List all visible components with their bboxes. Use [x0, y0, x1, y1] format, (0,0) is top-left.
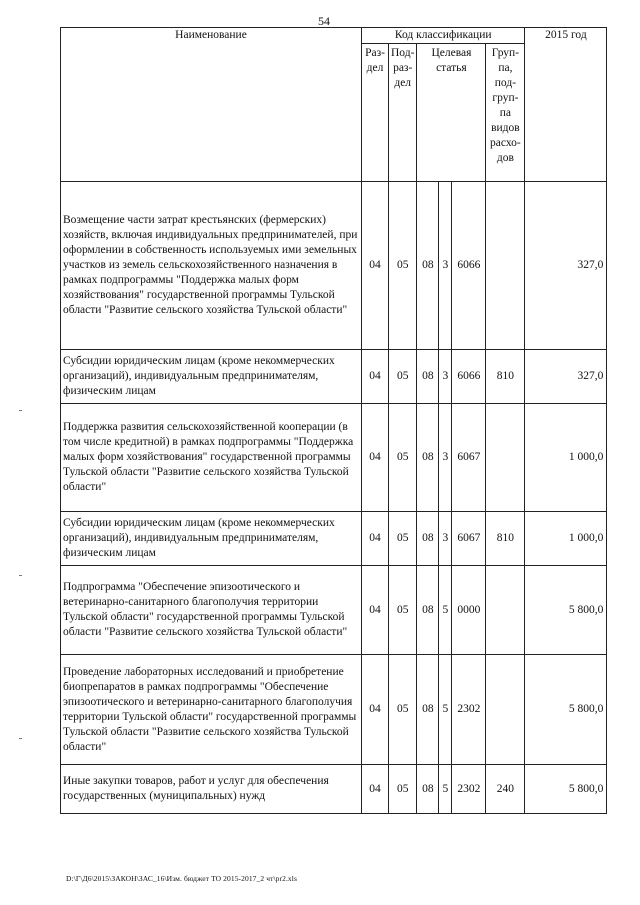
row-target-subprogram-cell: 3 [439, 182, 452, 350]
row-podrazdel-cell: 05 [389, 182, 417, 350]
row-target-subprogram-cell: 5 [439, 566, 452, 655]
row-podrazdel-cell: 05 [389, 566, 417, 655]
row-name-cell: Субсидии юридическим лицам (кроме некоммерческих организаций), индивидуальным предпринимателям, физическим лицам [61, 350, 362, 404]
row-expense-type-cell: 240 [486, 765, 525, 814]
row-amount-cell: 5 800,0 [525, 655, 607, 765]
row-target-direction-cell: 2302 [452, 655, 486, 765]
table-row [61, 512, 607, 566]
row-razdel-cell: 04 [362, 765, 389, 814]
row-razdel-cell: 04 [362, 512, 389, 566]
row-target-program-cell: 08 [417, 182, 439, 350]
row-podrazdel-cell: 05 [389, 350, 417, 404]
row-razdel-cell: 04 [362, 404, 389, 512]
row-expense-type-cell: 810 [486, 512, 525, 566]
row-name-cell: Субсидии юридическим лицам (кроме некоммерческих организаций), индивидуальным предпринимателям, физическим лицам [61, 512, 362, 566]
table-row [61, 182, 607, 350]
row-name-cell: Подпрограмма "Обеспечение эпизоотического и ветеринарно-санитарного благополучия территории Тульской области" государственной программы Тульской области "Развитие сельского хозяйства Тульской области" [61, 566, 362, 655]
row-expense-type-cell [486, 404, 525, 512]
row-target-subprogram-cell: 3 [439, 512, 452, 566]
page-number: 54 [318, 14, 330, 28]
header-razdel: Раз- дел [362, 44, 389, 182]
row-target-program-cell: 08 [417, 655, 439, 765]
row-name-cell: Проведение лабораторных исследований и приобретение биопрепаратов в рамках подпрограммы "Обеспечение эпизоотического и ветеринарно-санитарного благополучия территории Тульской области" государственной программы Тульской области "Развитие сельского хозяйства Тульской области" [61, 655, 362, 765]
row-expense-type-cell [486, 566, 525, 655]
header-expense-group: Груп- па, под- груп- па видов расхо- дов [486, 44, 525, 182]
header-podrazdel: Под- раз- дел [389, 44, 417, 182]
row-target-direction-cell: 0000 [452, 566, 486, 655]
row-target-subprogram-cell: 3 [439, 404, 452, 512]
header-name: Наименование [61, 28, 362, 182]
row-target-program-cell: 08 [417, 404, 439, 512]
header-target-article: Целевая статья [417, 44, 486, 182]
row-razdel-cell: 04 [362, 566, 389, 655]
row-amount-cell: 327,0 [525, 350, 607, 404]
table-row [61, 404, 607, 512]
row-target-program-cell: 08 [417, 350, 439, 404]
row-podrazdel-cell: 05 [389, 512, 417, 566]
row-name-cell: Иные закупки товаров, работ и услуг для обеспечения государственных (муниципальных) нужд [61, 765, 362, 814]
row-razdel-cell: 04 [362, 182, 389, 350]
row-target-subprogram-cell: 5 [439, 765, 452, 814]
row-amount-cell: 5 800,0 [525, 765, 607, 814]
header-year: 2015 год [525, 28, 607, 182]
row-amount-cell: 5 800,0 [525, 566, 607, 655]
footer-file-path: D:\Г\Д6\2015\ЗАКОН\ЗАС_16\Изм. бюджет ТО 2015-2017_2 чт\pr2.xls [66, 874, 297, 883]
row-target-direction-cell: 6066 [452, 182, 486, 350]
row-target-direction-cell: 6067 [452, 404, 486, 512]
table-row [61, 566, 607, 655]
scan-edge-mark [19, 575, 22, 576]
row-target-direction-cell: 6066 [452, 350, 486, 404]
row-podrazdel-cell: 05 [389, 655, 417, 765]
row-razdel-cell: 04 [362, 350, 389, 404]
row-target-program-cell: 08 [417, 566, 439, 655]
row-target-direction-cell: 6067 [452, 512, 486, 566]
header-code-classification: Код классификации [362, 28, 525, 44]
row-target-subprogram-cell: 5 [439, 655, 452, 765]
row-podrazdel-cell: 05 [389, 404, 417, 512]
row-target-program-cell: 08 [417, 512, 439, 566]
row-amount-cell: 1 000,0 [525, 404, 607, 512]
budget-table [60, 27, 607, 814]
row-expense-type-cell [486, 655, 525, 765]
row-name-cell: Возмещение части затрат крестьянских (фермерских) хозяйств, включая индивидуальных предпринимателей, при оформлении в собственность используемых ими земельных участков из земель сельскохозяйственного назначения в рамках подпрограммы "Поддержка малых форм хозяйствования" государственной программы Тульской области "Развитие сельского хозяйства Тульской области" [61, 182, 362, 350]
table-row [61, 765, 607, 814]
row-expense-type-cell: 810 [486, 350, 525, 404]
table-row [61, 350, 607, 404]
row-target-program-cell: 08 [417, 765, 439, 814]
scan-edge-mark [19, 738, 22, 739]
row-name-cell: Поддержка развития сельскохозяйственной кооперации (в том числе кредитной) в рамках подпрограммы "Поддержка малых форм хозяйствования" государственной программы Тульской области "Развитие сельского хозяйства Тульской области" [61, 404, 362, 512]
row-expense-type-cell [486, 182, 525, 350]
row-target-subprogram-cell: 3 [439, 350, 452, 404]
row-target-direction-cell: 2302 [452, 765, 486, 814]
row-razdel-cell: 04 [362, 655, 389, 765]
scan-edge-mark [19, 410, 22, 411]
table-row [61, 655, 607, 765]
row-amount-cell: 1 000,0 [525, 512, 607, 566]
row-podrazdel-cell: 05 [389, 765, 417, 814]
row-amount-cell: 327,0 [525, 182, 607, 350]
